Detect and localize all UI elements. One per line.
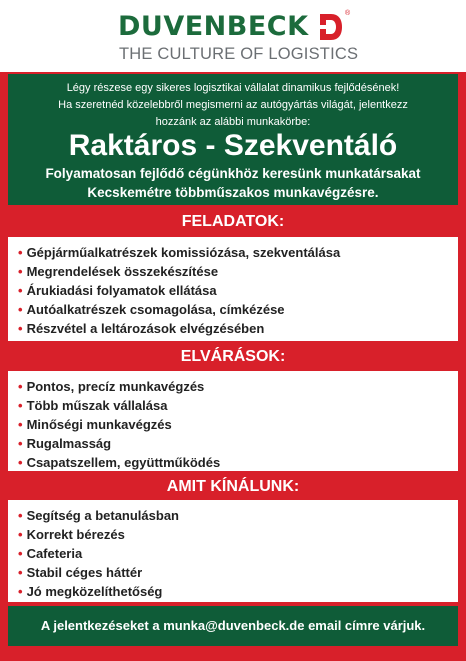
bullet-icon: • (18, 584, 23, 599)
offer-heading: AMIT KÍNÁLUNK: (166, 478, 300, 495)
list-item: • Segítség a betanulásban (18, 508, 179, 523)
intro-line-1: Légy részese egy sikeres logisztikai vállalat dinamikus fejlődésének! (66, 82, 400, 94)
list-item: • Cafeteria (18, 546, 83, 561)
tasks-list (18, 243, 458, 338)
offer-box (8, 500, 458, 602)
job-title: Raktáros - Szekventáló (68, 129, 398, 162)
bullet-icon: • (18, 565, 23, 580)
bullet-icon: • (18, 398, 23, 413)
job-subtitle (8, 164, 458, 202)
intro-line-3: hozzánk az alábbi munkakörbe: (155, 116, 311, 128)
requirements-list (18, 377, 458, 472)
tasks-box (8, 237, 458, 341)
list-item: • Csapatszellem, együttműködés (18, 455, 221, 470)
list-item: • Gépjárműalkatrészek komissiózása, szekventálása (18, 245, 341, 260)
list-item: • Stabil céges háttér (18, 565, 143, 580)
job-subtitle-line-1: Folyamatosan fejlődő cégünkhöz keresünk munkatársakat (45, 166, 421, 181)
bullet-icon: • (18, 527, 23, 542)
brand-name: DUVENBECK (118, 11, 309, 42)
bullet-icon: • (18, 379, 23, 394)
bullet-icon: • (18, 302, 23, 317)
list-item: • Részvétel a leltározások elvégzésében (18, 321, 265, 336)
bullet-icon: • (18, 546, 23, 561)
bullet-icon: • (18, 508, 23, 523)
list-item: • Autóalkatrészek csomagolása, címkézése (18, 302, 285, 317)
intro-text (8, 80, 458, 131)
list-item: • Minőségi munkavégzés (18, 417, 172, 432)
bullet-icon: • (18, 417, 23, 432)
bullet-icon: • (18, 436, 23, 451)
bullet-icon: • (18, 455, 23, 470)
requirements-heading: ELVÁRÁSOK: (180, 348, 286, 365)
list-item: • Rugalmasság (18, 436, 112, 451)
logo-header (0, 0, 466, 72)
tasks-heading: FELADATOK: (181, 213, 285, 230)
intro-line-2: Ha szeretnéd közelebbről megismerni az autógyártás világát, jelentkezz (58, 99, 408, 111)
bullet-icon: • (18, 283, 23, 298)
bullet-icon: • (18, 264, 23, 279)
registered-mark-icon: ® (345, 10, 351, 17)
brand-tagline: THE CULTURE OF LOGISTICS (119, 45, 359, 63)
intro-panel (8, 74, 458, 205)
job-subtitle-line-2: Kecskemétre többműszakos munkavégzésre. (87, 185, 379, 200)
list-item: • Megrendelések összekészítése (18, 264, 219, 279)
duvenbeck-d-logo-icon (318, 12, 344, 42)
bullet-icon: • (18, 321, 23, 336)
requirements-box (8, 371, 458, 471)
offer-list (18, 506, 458, 601)
contact-footer: A jelentkezéseket a munka@duvenbeck.de email címre várjuk. (8, 606, 458, 646)
bullet-icon: • (18, 245, 23, 260)
list-item: • Korrekt bérezés (18, 527, 125, 542)
list-item: • Több műszak vállalása (18, 398, 168, 413)
list-item: • Árukiadási folyamatok ellátása (18, 283, 217, 298)
list-item: • Jó megközelíthetőség (18, 584, 163, 599)
list-item: • Pontos, precíz munkavégzés (18, 379, 205, 394)
